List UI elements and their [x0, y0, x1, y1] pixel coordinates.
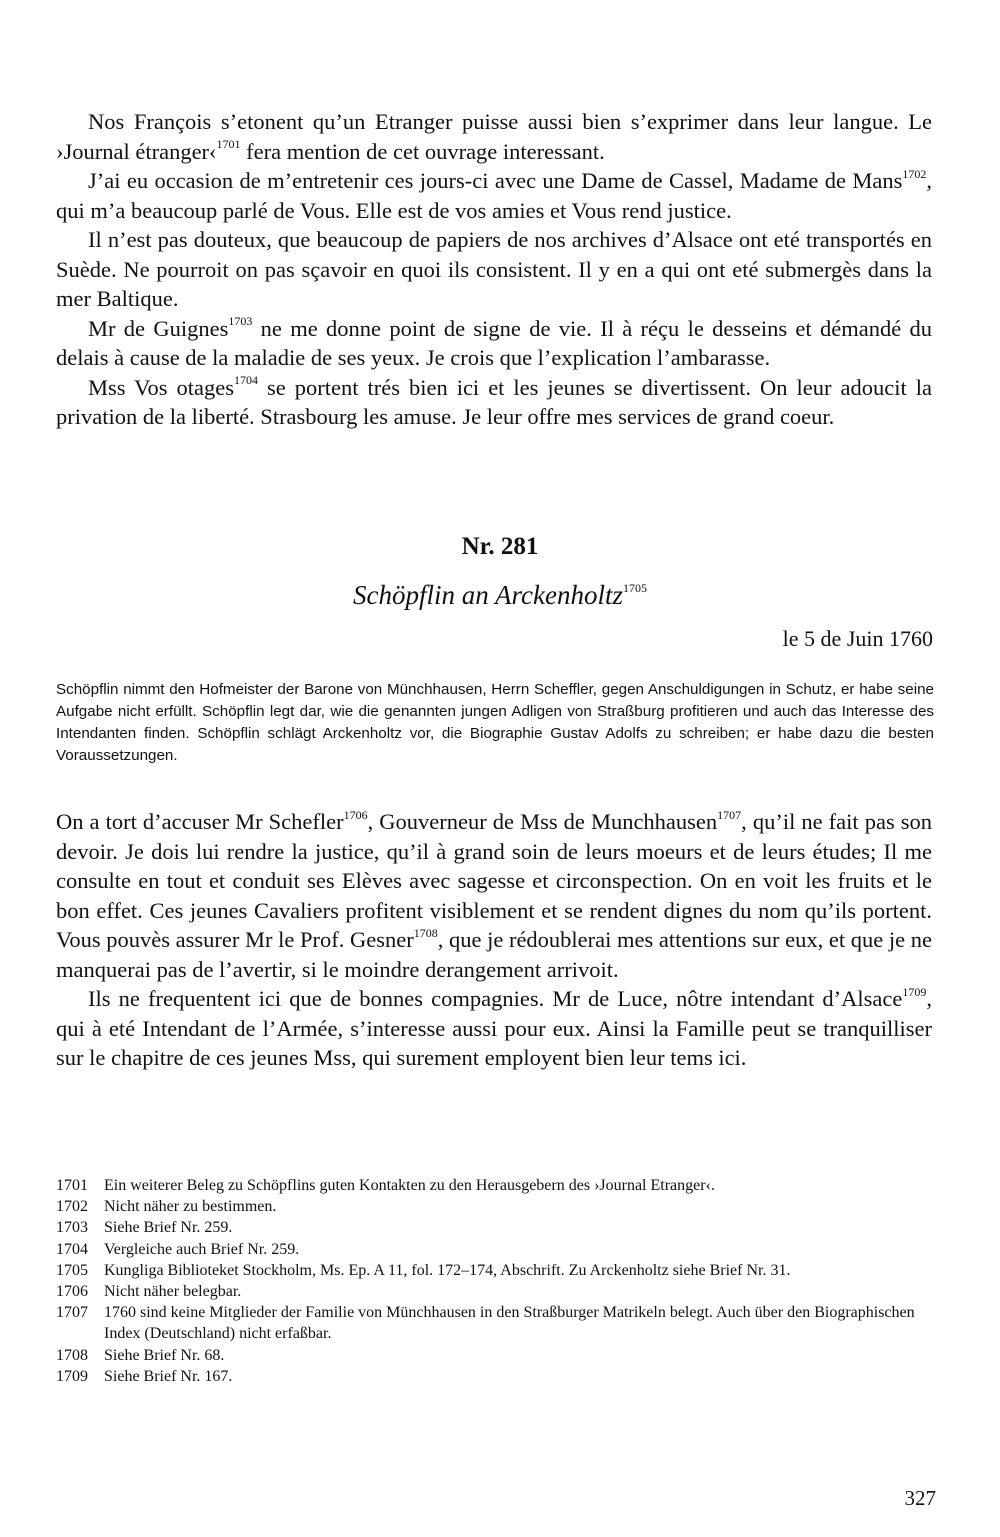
footnote-ref: 1702 — [902, 166, 927, 181]
letter-text — [56, 807, 932, 1073]
intro-paragraph-1: Nos François s’etonent qu’un Etranger puisse aussi bien s’exprimer dans leur langue. Le ›Journal étranger‹$^{1701}$ fera mention de cet ouvrage interessant. — [56, 109, 932, 164]
footnote-ref: 1703 — [228, 314, 253, 328]
footnote-ref: 1706 — [343, 807, 368, 822]
letter-summary: Schöpflin nimmt den Hofmeister der Barone von Münchhausen, Herrn Scheffler, gegen Anschuldigungen in Schutz, er habe seine Aufgabe nicht erfüllt. Schöpflin legt dar, wie die genannten jungen Adligen von Straßburg profitieren und auch das Interesse des Intendanten finden. Schöpflin schlägt Arckenholtz vor, die Biographie Gustav Adolfs zu schreiben; er habe dazu die besten Voraussetzungen. — [56, 681, 934, 764]
footnote-ref: 1705 — [622, 581, 647, 595]
footnotes — [56, 1175, 936, 1387]
intro-paragraph-4: Mr de Guignes$^{1703}$ ne me donne point de signe de vie. Il à réçu le desseins et démandé du delais à cause de la maladie de ses yeux. Je crois que l’explication l’ambarasse. — [56, 314, 933, 370]
intro-text — [56, 107, 932, 432]
footnote: 1701 Ein weiterer Beleg zu Schöpflins guten Kontakten zu den Herausgebern des ›Journal Etranger‹. — [56, 1177, 715, 1194]
letter-title: Schöpflin an Arckenholtz$^{1705}$ — [353, 580, 647, 610]
footnote-ref: 1709 — [902, 984, 927, 999]
intro-paragraph-3: Il n’est pas douteux, que beaucoup de papiers de nos archives d’Alsace ont eté transportés en Suède. Ne pourroit on pas sçavoir en quoi ils consistent. Il y en a qui ont eté submergès dans la mer Baltique. — [56, 227, 932, 311]
footnote: 1705 Kungliga Biblioteket Stockholm, Ms. Ep. A 11, fol. 172–174, Abschrift. Zu Arckenholtz siehe Brief Nr. 31. — [56, 1261, 791, 1279]
intro-paragraph-2: J’ai eu occasion de m’entretenir ces jours-ci avec une Dame de Cassel, Madame de Mans$^{1702}$, qui m’a beaucoup parlé de Vous. Elle est de vos amies et Vous rend justice. — [56, 166, 932, 223]
footnote: 1704 Vergleiche auch Brief Nr. 259. — [56, 1240, 300, 1258]
letter-number: Nr. 281 — [461, 533, 539, 560]
intro-paragraph-5: Mss Vos otages$^{1704}$ se portent trés bien ici et les jeunes se divertissent. On leur adoucit la privation de la liberté. Strasbourg les amuse. Je leur offre mes services de grand coeur. — [56, 373, 932, 429]
footnote: 1706 Nicht näher belegbar. — [56, 1283, 242, 1301]
footnote: 1708 Siehe Brief Nr. 68. — [56, 1346, 225, 1364]
footnote-ref: 1704 — [233, 373, 258, 387]
footnote: 1707 1760 sind keine Mitglieder der Familie von Münchhausen in den Straßburger Matrikeln belegt. Auch über den Biographischen Index (Deutschland) nicht erfaßbar. — [56, 1304, 915, 1343]
letter-date: le 5 de Juin 1760 — [782, 626, 933, 651]
footnote-ref: 1708 — [413, 925, 438, 940]
footnote: 1703 Siehe Brief Nr. 259. — [56, 1219, 233, 1237]
letter-paragraph-1: On a tort d’accuser Mr Schefler$^{1706}$, Gouverneur de Mss de Munchhausen$^{1707}$, qu’il ne fait pas son devoir. Je dois lui rendre la justice, qu’il à grand soin de leurs moeurs et de leurs études; Il me consulte en tout et conduit ses Elèves avec sagesse et circonspection. On en voit les fruits et le bon effet. Ces jeunes Cavaliers profitent visiblement et se rendent dignes du nom qu’ils portent. Vous pouvès assurer Mr le Prof. Gesner$^{1708}$, que je rédoublerai mes attentions sur eux, et que je ne manquerai pas de l’avertir, si le moindre derangement arrivoit. — [56, 807, 932, 982]
footnote: 1702 Nicht näher zu bestimmen. — [56, 1198, 277, 1216]
footnote-ref: 1707 — [717, 807, 742, 822]
page-number: 327 — [904, 1486, 936, 1510]
footnote-ref: 1701 — [216, 137, 241, 151]
footnote: 1709 Siehe Brief Nr. 167. — [56, 1367, 233, 1385]
letter-paragraph-2: Ils ne frequentent ici que de bonnes compagnies. Mr de Luce, nôtre intendant d’Alsace$^{1709}$, qui à eté Intendant de l’Armée, s’interesse aussi pour eux. Ainsi la Famille peut se tranquilliser sur le chapitre de ces jeunes Mss, qui surement employent bien leur tems ici. — [56, 984, 932, 1070]
